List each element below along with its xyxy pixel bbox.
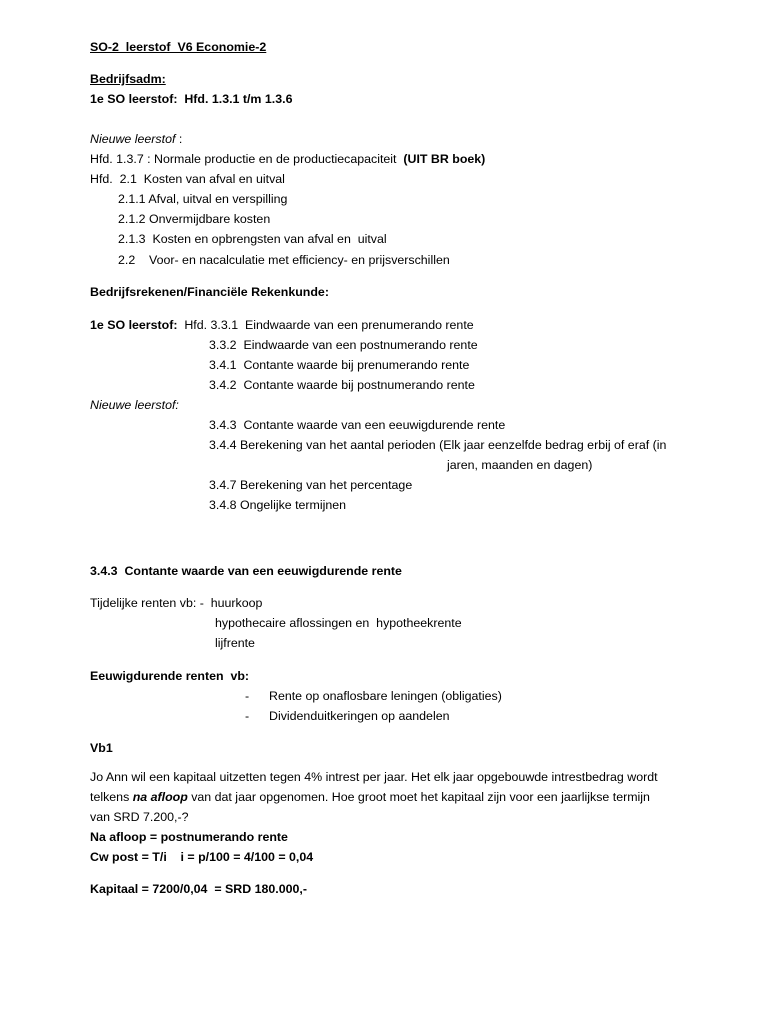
new-rekenkunde-item: 3.4.8 Ongelijke termijnen (209, 498, 347, 512)
rekenkunde-item: 3.4.2 Contante waarde bij postnumerando rente (209, 378, 475, 392)
rekenkunde-item: 3.4.1 Contante waarde bij prenumerando rente (209, 358, 470, 372)
hfd-331-text: Hfd. 3.3.1 Eindwaarde van een prenumerando rente (177, 318, 474, 332)
result-line: Kapitaal = 7200/0,04 = SRD 180.000,- (90, 882, 307, 896)
formula-line-1: Na afloop = postnumerando rente (90, 830, 288, 844)
example-text: van dat jaar opgenomen. Hoe groot moet het kapitaal zijn voor een jaarlijkse termijn (187, 790, 650, 804)
tijdelijke-renten-line (90, 593, 262, 613)
example-label: Vb1 (90, 741, 113, 755)
so-leerstof-bedrijfsadm: 1e SO leerstof: Hfd. 1.3.1 t/m 1.3.6 (90, 92, 293, 106)
doc-title: SO-2 leerstof V6 Economie-2 (90, 40, 267, 54)
example-text: telkens (90, 790, 133, 804)
formula-line-2: Cw post = T/i i = p/100 = 4/100 = 0,04 (90, 850, 314, 864)
so-leerstof-rekenkunde-label: 1e SO leerstof: (90, 318, 178, 332)
new-rekenkunde-item: 3.4.3 Contante waarde van een eeuwigdurende rente (209, 418, 506, 432)
eeuwigdurende-item: Rente op onaflosbare leningen (obligaties) (269, 689, 502, 703)
bedrijfsrekenen-heading: Bedrijfsrekenen/Financiële Rekenkunde: (90, 285, 329, 299)
new-rekenkunde-item: 3.4.7 Berekening van het percentage (209, 478, 413, 492)
hfd-137-text: Hfd. 1.3.7 : Normale productie en de productiecapaciteit (90, 152, 404, 166)
section-343-heading: 3.4.3 Contante waarde van een eeuwigdurende rente (90, 564, 402, 578)
tijdelijke-item: hypothecaire aflossingen en hypotheekrente (215, 616, 462, 630)
nieuwe-leerstof-label: Nieuwe leerstof (90, 132, 176, 146)
hfd-137-line (90, 149, 485, 169)
example-paragraph-line-3: van SRD 7.200,-? (90, 810, 189, 824)
example-paragraph-line-2 (90, 787, 650, 807)
new-rekenkunde-item-continued: jaren, maanden en dagen) (447, 458, 593, 472)
tijdelijke-renten-label: Tijdelijke renten vb: - (90, 596, 211, 610)
tijdelijke-item: lijfrente (215, 636, 255, 650)
list-dash: - (245, 689, 250, 703)
new-rekenkunde-item: 3.4.4 Berekening van het aantal perioden (Elk jaar eenzelfde bedrag erbij of eraf (in (209, 438, 667, 452)
rekenkunde-item: 3.3.2 Eindwaarde van een postnumerando rente (209, 338, 478, 352)
tijdelijke-item: huurkoop (210, 596, 263, 610)
nieuwe-leerstof-line (90, 129, 182, 149)
list-dash: - (245, 709, 250, 723)
sub-item: 2.2 Voor- en nacalculatie met efficiency- en prijsverschillen (118, 253, 450, 267)
nieuwe-leerstof-colon: : (175, 132, 183, 146)
sub-item: 2.1.1 Afval, uitval en verspilling (118, 192, 288, 206)
example-paragraph-line-1: Jo Ann wil een kapitaal uitzetten tegen 4% intrest per jaar. Het elk jaar opgebouwde intrestbedrag wordt (90, 770, 658, 784)
sub-item: 2.1.3 Kosten en opbrengsten van afval en uitval (118, 232, 387, 246)
sub-item: 2.1.2 Onvermijdbare kosten (118, 212, 271, 226)
na-afloop-emphasis: na afloop (132, 790, 188, 804)
bedrijfsadm-heading: Bedrijfsadm: (90, 72, 166, 86)
nieuwe-leerstof-label-2: Nieuwe leerstof: (90, 398, 179, 412)
hfd-137-source: (UIT BR boek) (403, 152, 486, 166)
so-leerstof-rekenkunde-line (90, 315, 474, 335)
eeuwigdurende-item: Dividenduitkeringen op aandelen (269, 709, 450, 723)
eeuwigdurende-renten-heading: Eeuwigdurende renten vb: (90, 669, 250, 683)
hfd-21-line: Hfd. 2.1 Kosten van afval en uitval (90, 172, 285, 186)
